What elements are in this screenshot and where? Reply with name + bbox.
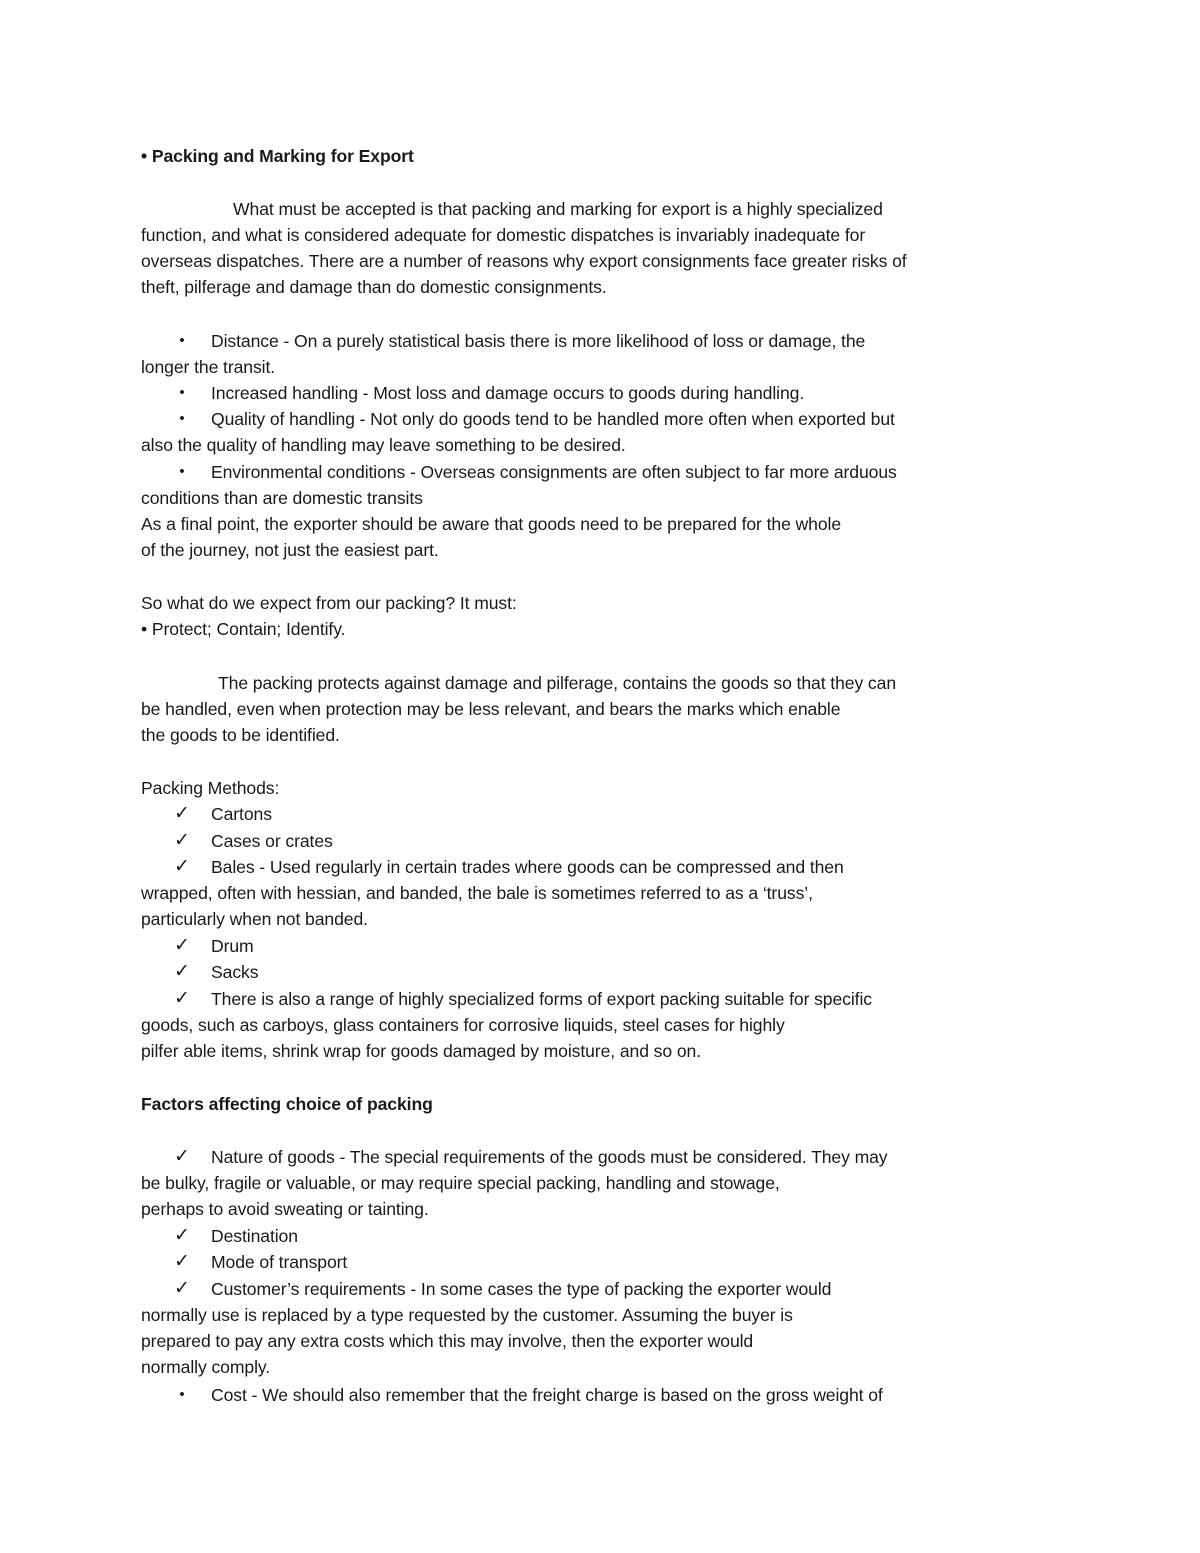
list-item: There is also a range of highly specialized forms of export packing suitable for specific bbox=[211, 989, 872, 1009]
intro-line: function, and what is considered adequate for domestic dispatches is invariably inadequate for bbox=[141, 225, 866, 245]
section-heading bbox=[141, 143, 414, 169]
bullet-marker: • bbox=[179, 332, 185, 349]
paragraph-line: The packing protects against damage and pilferage, contains the goods so that they can bbox=[218, 673, 897, 693]
intro-line: theft, pilferage and damage than do domestic consignments. bbox=[141, 277, 607, 297]
expect-items bbox=[141, 616, 345, 642]
list-item: Drum bbox=[211, 936, 254, 956]
paragraph-line: As a final point, the exporter should be aware that goods need to be prepared for the whole bbox=[141, 514, 842, 534]
paragraph-line: the goods to be identified. bbox=[141, 725, 340, 745]
bullet-marker: • bbox=[179, 1386, 185, 1403]
list-item-continuation: conditions than are domestic transits bbox=[141, 488, 423, 508]
heading-title: Packing and Marking for Export bbox=[151, 146, 414, 166]
intro-line: What must be accepted is that packing and marking for export is a highly specialized bbox=[233, 199, 883, 219]
expect-items-text: Protect; Contain; Identify. bbox=[151, 619, 346, 639]
list-item: Environmental conditions - Overseas consignments are often subject to far more arduous bbox=[211, 462, 897, 482]
check-icon: ✓ bbox=[174, 988, 190, 1009]
list-item: Sacks bbox=[211, 962, 259, 982]
bullet-marker: • bbox=[179, 410, 185, 427]
list-item: Customer’s requirements - In some cases the type of packing the exporter would bbox=[211, 1279, 832, 1299]
intro-line: overseas dispatches. There are a number of reasons why export consignments face greater risks of bbox=[141, 251, 907, 271]
bullet-marker: • bbox=[179, 384, 185, 401]
list-item: Quality of handling - Not only do goods tend to be handled more often when exported but bbox=[211, 409, 895, 429]
check-icon: ✓ bbox=[174, 856, 190, 877]
check-icon: ✓ bbox=[174, 1251, 190, 1272]
list-item-continuation: goods, such as carboys, glass containers for corrosive liquids, steel cases for highly bbox=[141, 1015, 785, 1035]
list-item: Bales - Used regularly in certain trades where goods can be compressed and then bbox=[211, 857, 844, 877]
list-item: Distance - On a purely statistical basis there is more likelihood of loss or damage, the bbox=[211, 331, 866, 351]
check-icon: ✓ bbox=[174, 1278, 190, 1299]
factors-title: Factors affecting choice of packing bbox=[141, 1094, 433, 1114]
list-item-continuation: perhaps to avoid sweating or tainting. bbox=[141, 1199, 429, 1219]
paragraph-line: of the journey, not just the easiest part. bbox=[141, 540, 439, 560]
check-icon: ✓ bbox=[174, 803, 190, 824]
check-icon: ✓ bbox=[174, 830, 190, 851]
check-icon: ✓ bbox=[174, 1225, 190, 1246]
list-item-continuation: longer the transit. bbox=[141, 357, 276, 377]
list-item: Nature of goods - The special requirements of the goods must be considered. They may bbox=[211, 1147, 888, 1167]
check-icon: ✓ bbox=[174, 935, 190, 956]
expect-bullet: • bbox=[141, 619, 148, 639]
check-icon: ✓ bbox=[174, 1146, 190, 1167]
list-item: Destination bbox=[211, 1226, 298, 1246]
methods-title: Packing Methods: bbox=[141, 778, 280, 798]
list-item-continuation: normally use is replaced by a type requested by the customer. Assuming the buyer is bbox=[141, 1305, 793, 1325]
list-item: Increased handling - Most loss and damage occurs to goods during handling. bbox=[211, 383, 805, 403]
list-item-continuation: also the quality of handling may leave something to be desired. bbox=[141, 435, 626, 455]
paragraph-line: So what do we expect from our packing? It must: bbox=[141, 593, 517, 613]
list-item-continuation: prepared to pay any extra costs which this may involve, then the exporter would bbox=[141, 1331, 754, 1351]
list-item: Mode of transport bbox=[211, 1252, 348, 1272]
heading-bullet: • bbox=[141, 146, 148, 166]
paragraph-line: be handled, even when protection may be less relevant, and bears the marks which enable bbox=[141, 699, 841, 719]
list-item: Cost - We should also remember that the freight charge is based on the gross weight of bbox=[211, 1385, 883, 1405]
list-item-continuation: normally comply. bbox=[141, 1357, 271, 1377]
list-item-continuation: be bulky, fragile or valuable, or may require special packing, handling and stowage, bbox=[141, 1173, 780, 1193]
check-icon: ✓ bbox=[174, 961, 190, 982]
list-item: Cartons bbox=[211, 804, 272, 824]
list-item-continuation: particularly when not banded. bbox=[141, 909, 368, 929]
list-item-continuation: wrapped, often with hessian, and banded, the bale is sometimes referred to as a ‘truss’, bbox=[141, 883, 813, 903]
bullet-marker: • bbox=[179, 463, 185, 480]
list-item-continuation: pilfer able items, shrink wrap for goods damaged by moisture, and so on. bbox=[141, 1041, 702, 1061]
list-item: Cases or crates bbox=[211, 831, 333, 851]
